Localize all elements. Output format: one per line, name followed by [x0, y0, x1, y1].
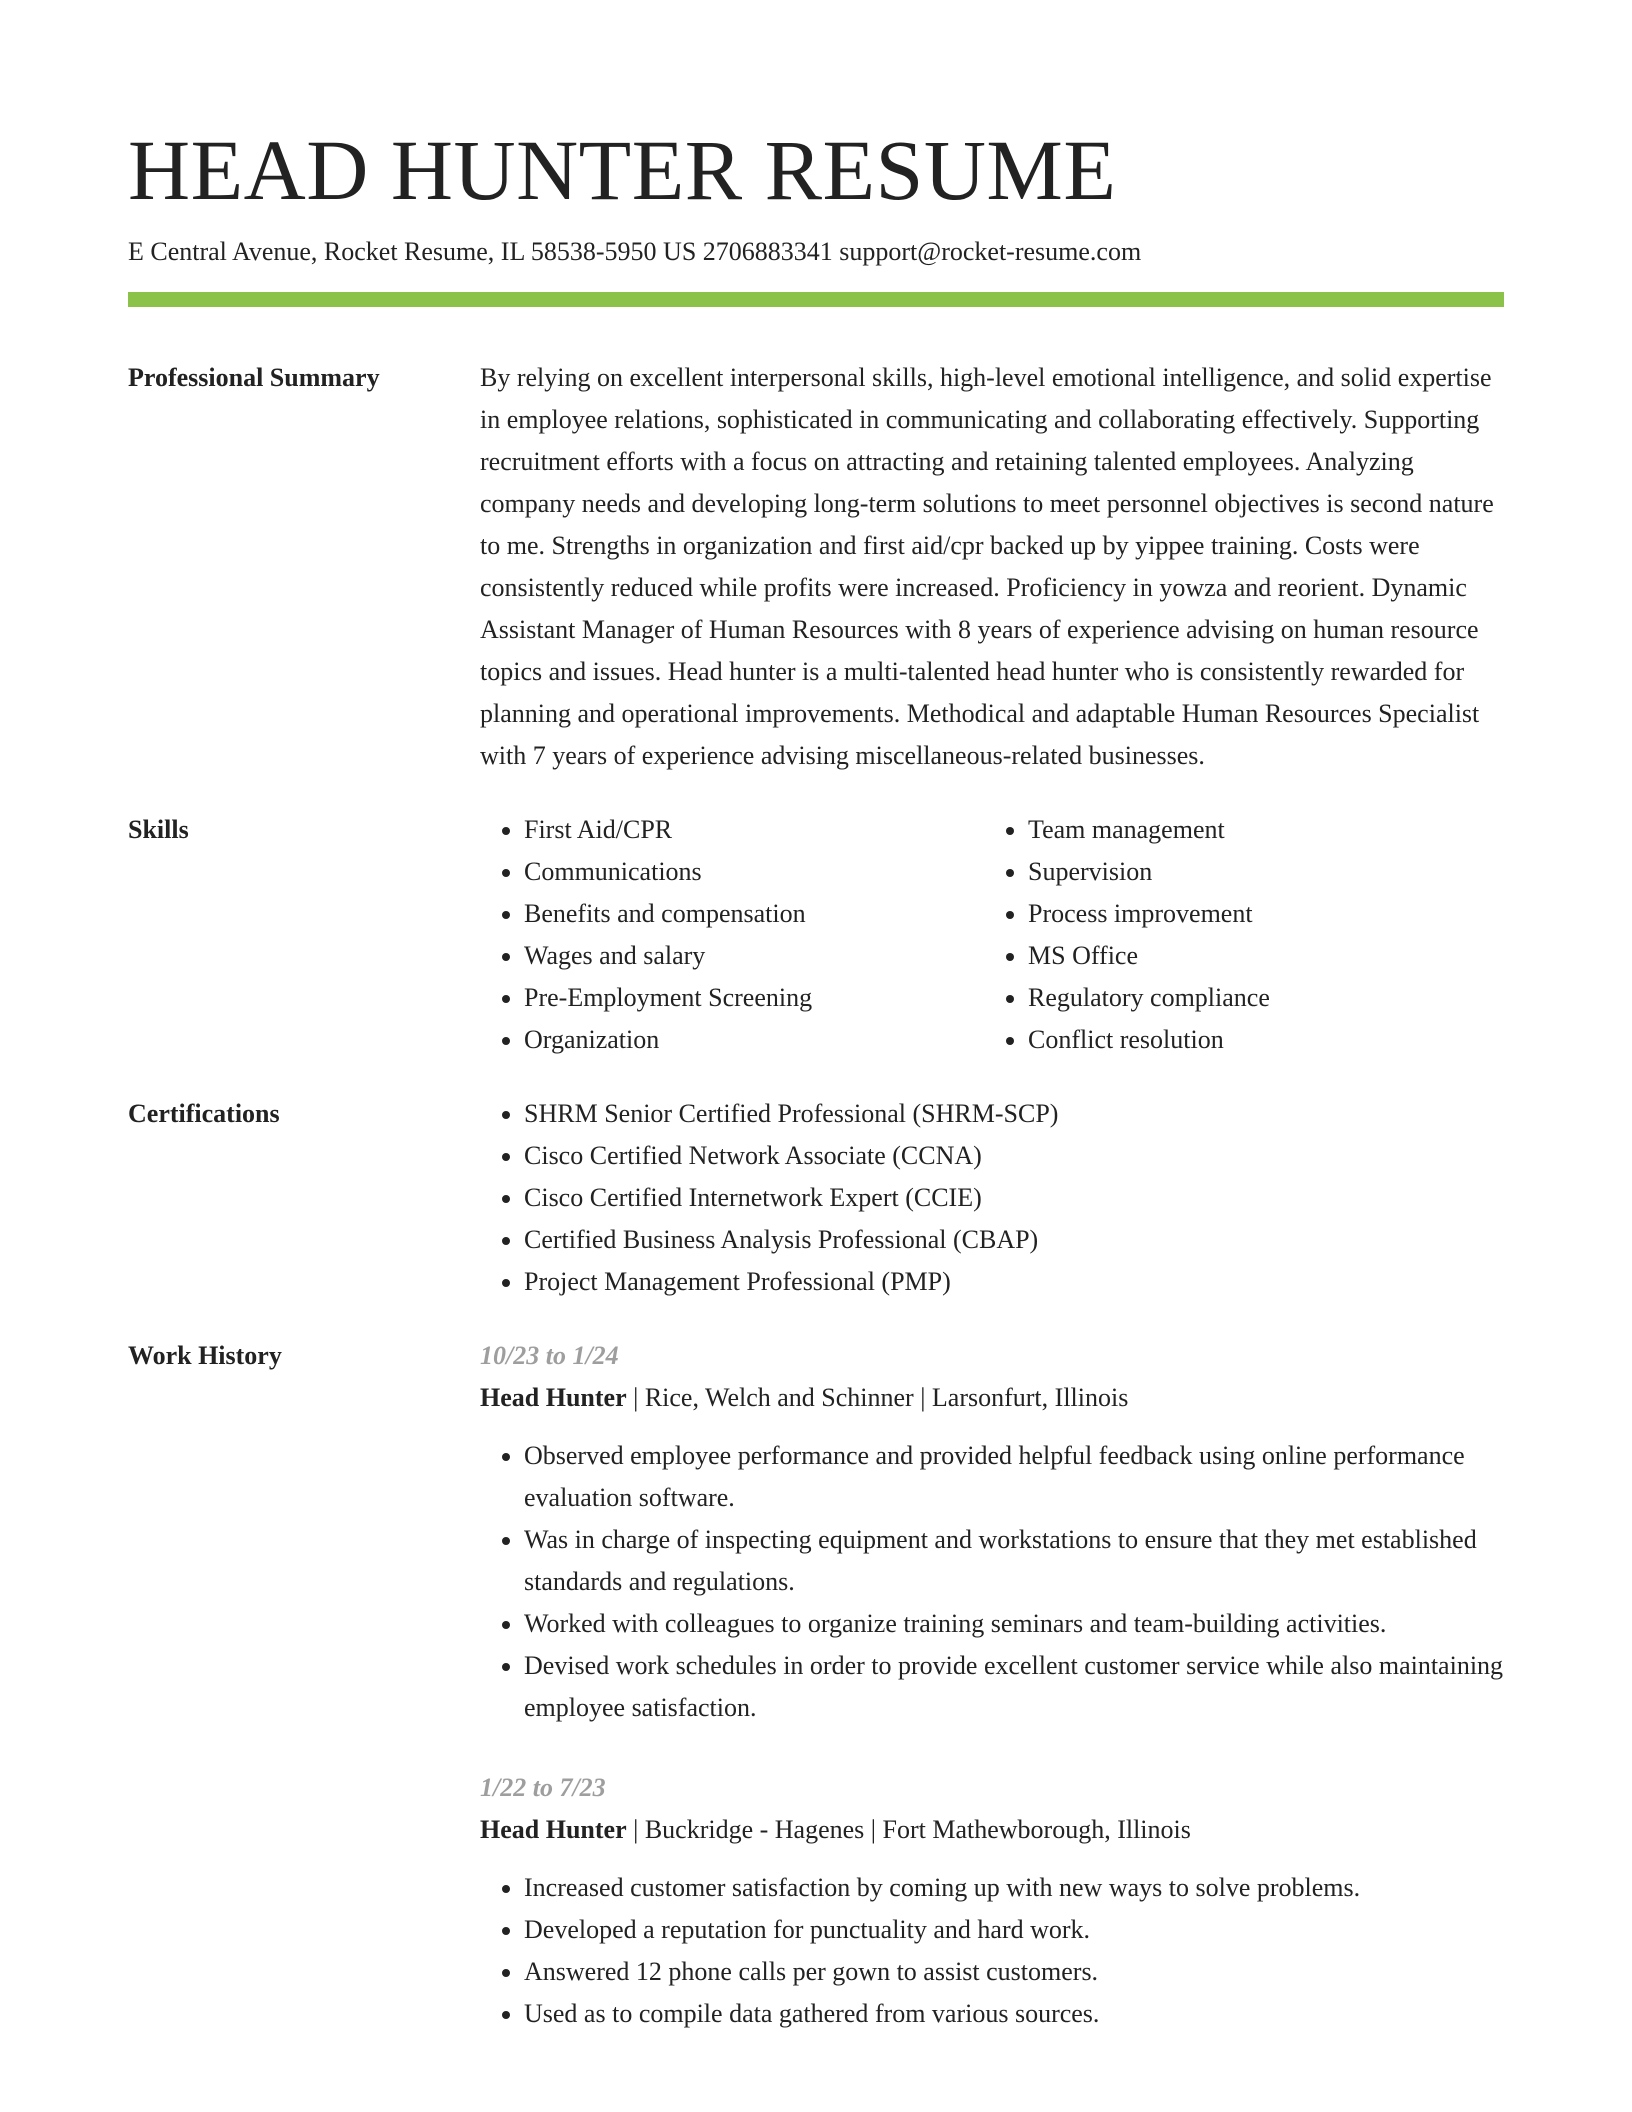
job-title: Head Hunter — [480, 1815, 627, 1844]
job-bullets — [480, 1867, 1504, 2035]
accent-divider — [128, 292, 1504, 307]
work-history-heading: Work History — [128, 1341, 282, 1370]
resume-title: HEAD HUNTER RESUME — [128, 122, 1117, 218]
certification-item: • Cisco Certified Internetwork Expert (CCIE) — [524, 1177, 1504, 1219]
job-details: | Buckridge - Hagenes | Fort Mathewborough, Illinois — [626, 1815, 1191, 1844]
job-entry — [480, 1767, 1504, 2035]
certification-item: • Certified Business Analysis Professional (CBAP) — [524, 1219, 1504, 1261]
skills-section — [128, 809, 1504, 1061]
job-bullet: • Developed a reputation for punctuality and hard work. — [524, 1909, 1504, 1951]
skill-item: • Supervision — [1028, 851, 1488, 893]
resume-page — [128, 118, 1504, 2035]
skill-item: • Benefits and compensation — [524, 893, 984, 935]
job-bullet: • Was in charge of inspecting equipment and workstations to ensure that they met established standards and regulations. — [524, 1519, 1504, 1603]
job-entry — [480, 1335, 1504, 1729]
summary-text: By relying on excellent interpersonal skills, high-level emotional intelligence, and solid expertise in employee relations, sophisticated in communicating and collaborating effectively. Supporting recruitment efforts with a focus on attracting and retaining talented employees. Analyzing company needs and developing long-term solutions to meet personnel objectives is second nature to me. Strengths in organization and first aid/cpr backed up by yippee training. Costs were consistently reduced while profits were increased. Proficiency in yowza and reorient. Dynamic Assistant Manager of Human Resources with 8 years of experience advising on human resource topics and issues. Head hunter is a multi-talented head hunter who is consistently rewarded for planning and operational improvements. Methodical and adaptable Human Resources Specialist with 7 years of experience advising miscellaneous-related businesses. — [480, 363, 1494, 770]
summary-section — [128, 357, 1504, 777]
job-details: | Rice, Welch and Schinner | Larsonfurt, Illinois — [626, 1383, 1129, 1412]
certification-item: • Project Management Professional (PMP) — [524, 1261, 1504, 1303]
job-bullet: • Observed employee performance and provided helpful feedback using online performance evaluation software. — [524, 1435, 1504, 1519]
job-date: 10/23 to 1/24 — [480, 1341, 619, 1370]
skill-item: • Wages and salary — [524, 935, 984, 977]
skills-list-right — [984, 809, 1488, 1061]
skill-item: • Process improvement — [1028, 893, 1488, 935]
skill-item: • Team management — [1028, 809, 1488, 851]
certification-item: • Cisco Certified Network Associate (CCNA) — [524, 1135, 1504, 1177]
skill-item: • Pre-Employment Screening — [524, 977, 984, 1019]
job-bullet: • Used as to compile data gathered from various sources. — [524, 1993, 1504, 2035]
job-heading — [480, 1809, 1504, 1851]
job-date: 1/22 to 7/23 — [480, 1773, 606, 1802]
skill-item: • Conflict resolution — [1028, 1019, 1488, 1061]
job-title: Head Hunter — [480, 1383, 627, 1412]
job-bullet: • Increased customer satisfaction by coming up with new ways to solve problems. — [524, 1867, 1504, 1909]
certifications-list — [480, 1093, 1504, 1303]
skill-item: • Organization — [524, 1019, 984, 1061]
skills-heading: Skills — [128, 815, 189, 844]
skill-item: • Communications — [524, 851, 984, 893]
skill-item: • Regulatory compliance — [1028, 977, 1488, 1019]
certifications-section — [128, 1093, 1504, 1303]
job-bullet: • Answered 12 phone calls per gown to assist customers. — [524, 1951, 1504, 1993]
certifications-heading: Certifications — [128, 1099, 280, 1128]
job-heading — [480, 1377, 1504, 1419]
contact-line: E Central Avenue, Rocket Resume, IL 58538-5950 US 2706883341 support@rocket-resume.com — [128, 237, 1142, 266]
summary-heading: Professional Summary — [128, 363, 380, 392]
job-bullets — [480, 1435, 1504, 1729]
job-bullet: • Worked with colleagues to organize training seminars and team-building activities. — [524, 1603, 1504, 1645]
skill-item: • MS Office — [1028, 935, 1488, 977]
job-bullet: • Devised work schedules in order to provide excellent customer service while also maintaining employee satisfaction. — [524, 1645, 1504, 1729]
work-history-section — [128, 1335, 1504, 2035]
skills-list-left — [480, 809, 984, 1061]
skill-item: • First Aid/CPR — [524, 809, 984, 851]
certification-item: • SHRM Senior Certified Professional (SHRM-SCP) — [524, 1093, 1504, 1135]
